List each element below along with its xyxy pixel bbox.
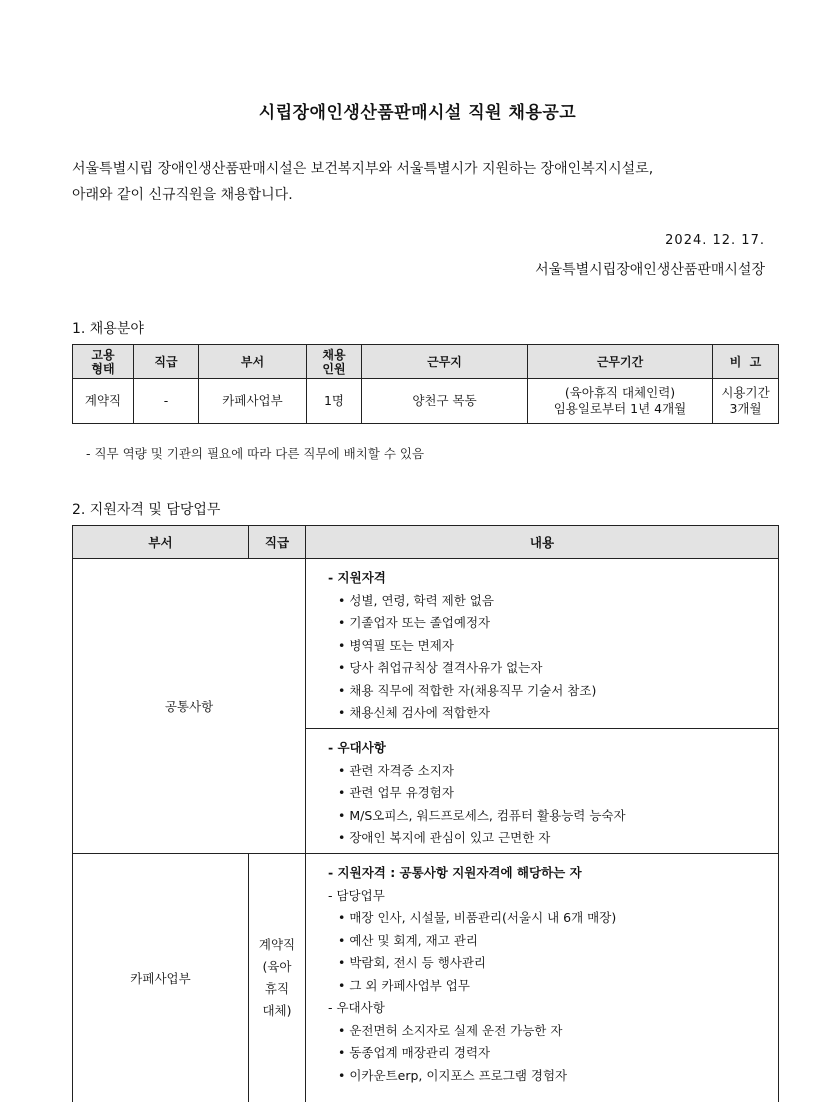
list-item: • 예산 및 회계, 재고 관리: [328, 930, 778, 953]
list-item: • 당사 취업규칙상 결격사유가 없는자: [328, 657, 778, 680]
cell-rank: -: [134, 379, 199, 424]
organization-name: 서울특별시립장애인생산품판매시설장: [535, 259, 765, 279]
cafe-label-cell: 카페사업부: [73, 854, 249, 1102]
section2-heading: 2. 지원자격 및 담당업무: [72, 499, 220, 519]
list-item: • 성별, 연령, 학력 제한 없음: [328, 590, 778, 613]
cafe-content-cell: [306, 854, 779, 1102]
common-preference-cell: [306, 729, 779, 854]
cell-period: (육아휴직 대체인력) 임용일로부터 1년 4개월: [528, 379, 713, 424]
header-dept: 부서: [199, 345, 307, 379]
header-employment-type: 고용 형태: [73, 345, 134, 379]
header-rank: 직급: [134, 345, 199, 379]
list-item: • 채용 직무에 적합한 자(채용직무 기술서 참조): [328, 680, 778, 703]
common-label-cell: 공통사항: [73, 559, 306, 854]
header-count: 채용 인원: [307, 345, 362, 379]
header-period: 근무기간: [528, 345, 713, 379]
list-item: • 그 외 카페사업부 업무: [328, 975, 778, 998]
intro-line-2: 아래와 같이 신규직원을 채용합니다.: [72, 182, 772, 208]
list-item: • 운전면허 소지자로 실제 운전 가능한 자: [328, 1020, 778, 1043]
table-header-row: [73, 526, 779, 559]
cell-dept: 카페사업부: [199, 379, 307, 424]
header-location: 근무지: [362, 345, 528, 379]
preference-title: - 우대사항: [328, 737, 778, 760]
cafe-row: [73, 854, 779, 1102]
cell-remark: 시용기간 3개월: [713, 379, 779, 424]
placement-note: - 직무 역량 및 기관의 필요에 따라 다른 직무에 배치할 수 있음: [86, 444, 424, 462]
preference-title: - 우대사항: [328, 997, 778, 1020]
header-remark: 비 고: [713, 345, 779, 379]
intro-paragraph: [72, 156, 772, 208]
cell-location: 양천구 목동: [362, 379, 528, 424]
list-item: • M/S오피스, 워드프로세스, 컴퓨터 활용능력 능숙자: [328, 805, 778, 828]
cell-employment-type: 계약직: [73, 379, 134, 424]
common-qualification-cell: [306, 559, 779, 729]
list-item: • 박람회, 전시 등 행사관리: [328, 952, 778, 975]
section1-heading: 1. 채용분야: [72, 318, 144, 338]
list-item: • 관련 자격증 소지자: [328, 760, 778, 783]
announcement-date: 2024. 12. 17.: [665, 233, 765, 248]
header-rank: 직급: [249, 526, 306, 559]
list-item: • 동종업계 매장관리 경력자: [328, 1042, 778, 1065]
page-title: 시립장애인생산품판매시설 직원 채용공고: [0, 98, 835, 123]
duty-title: - 담당업무: [328, 885, 778, 908]
qualification-title: - 지원자격 : 공통사항 지원자격에 해당하는 자: [328, 862, 778, 885]
list-item: • 매장 인사, 시설물, 비품관리(서울시 내 6개 매장): [328, 907, 778, 930]
recruitment-table: [72, 344, 779, 424]
list-item: • 관련 업무 유경험자: [328, 782, 778, 805]
qualification-title: - 지원자격: [328, 567, 778, 590]
common-qualification-row: [73, 559, 779, 729]
list-item: • 이카운트erp, 이지포스 프로그램 경험자: [328, 1065, 778, 1088]
list-item: • 장애인 복지에 관심이 있고 근면한 자: [328, 827, 778, 850]
header-content: 내용: [306, 526, 779, 559]
table-row: [73, 379, 779, 424]
list-item: • 병역필 또는 면제자: [328, 635, 778, 658]
cafe-rank-cell: 계약직 (육아 휴직 대체): [249, 854, 306, 1102]
intro-line-1: 서울특별시립 장애인생산품판매시설은 보건복지부와 서울특별시가 지원하는 장애인복지시설로,: [72, 156, 772, 182]
table-header-row: [73, 345, 779, 379]
list-item: • 기졸업자 또는 졸업예정자: [328, 612, 778, 635]
qualification-table: [72, 525, 779, 1102]
cell-count: 1명: [307, 379, 362, 424]
header-dept: 부서: [73, 526, 249, 559]
list-item: • 채용신체 검사에 적합한자: [328, 702, 778, 725]
